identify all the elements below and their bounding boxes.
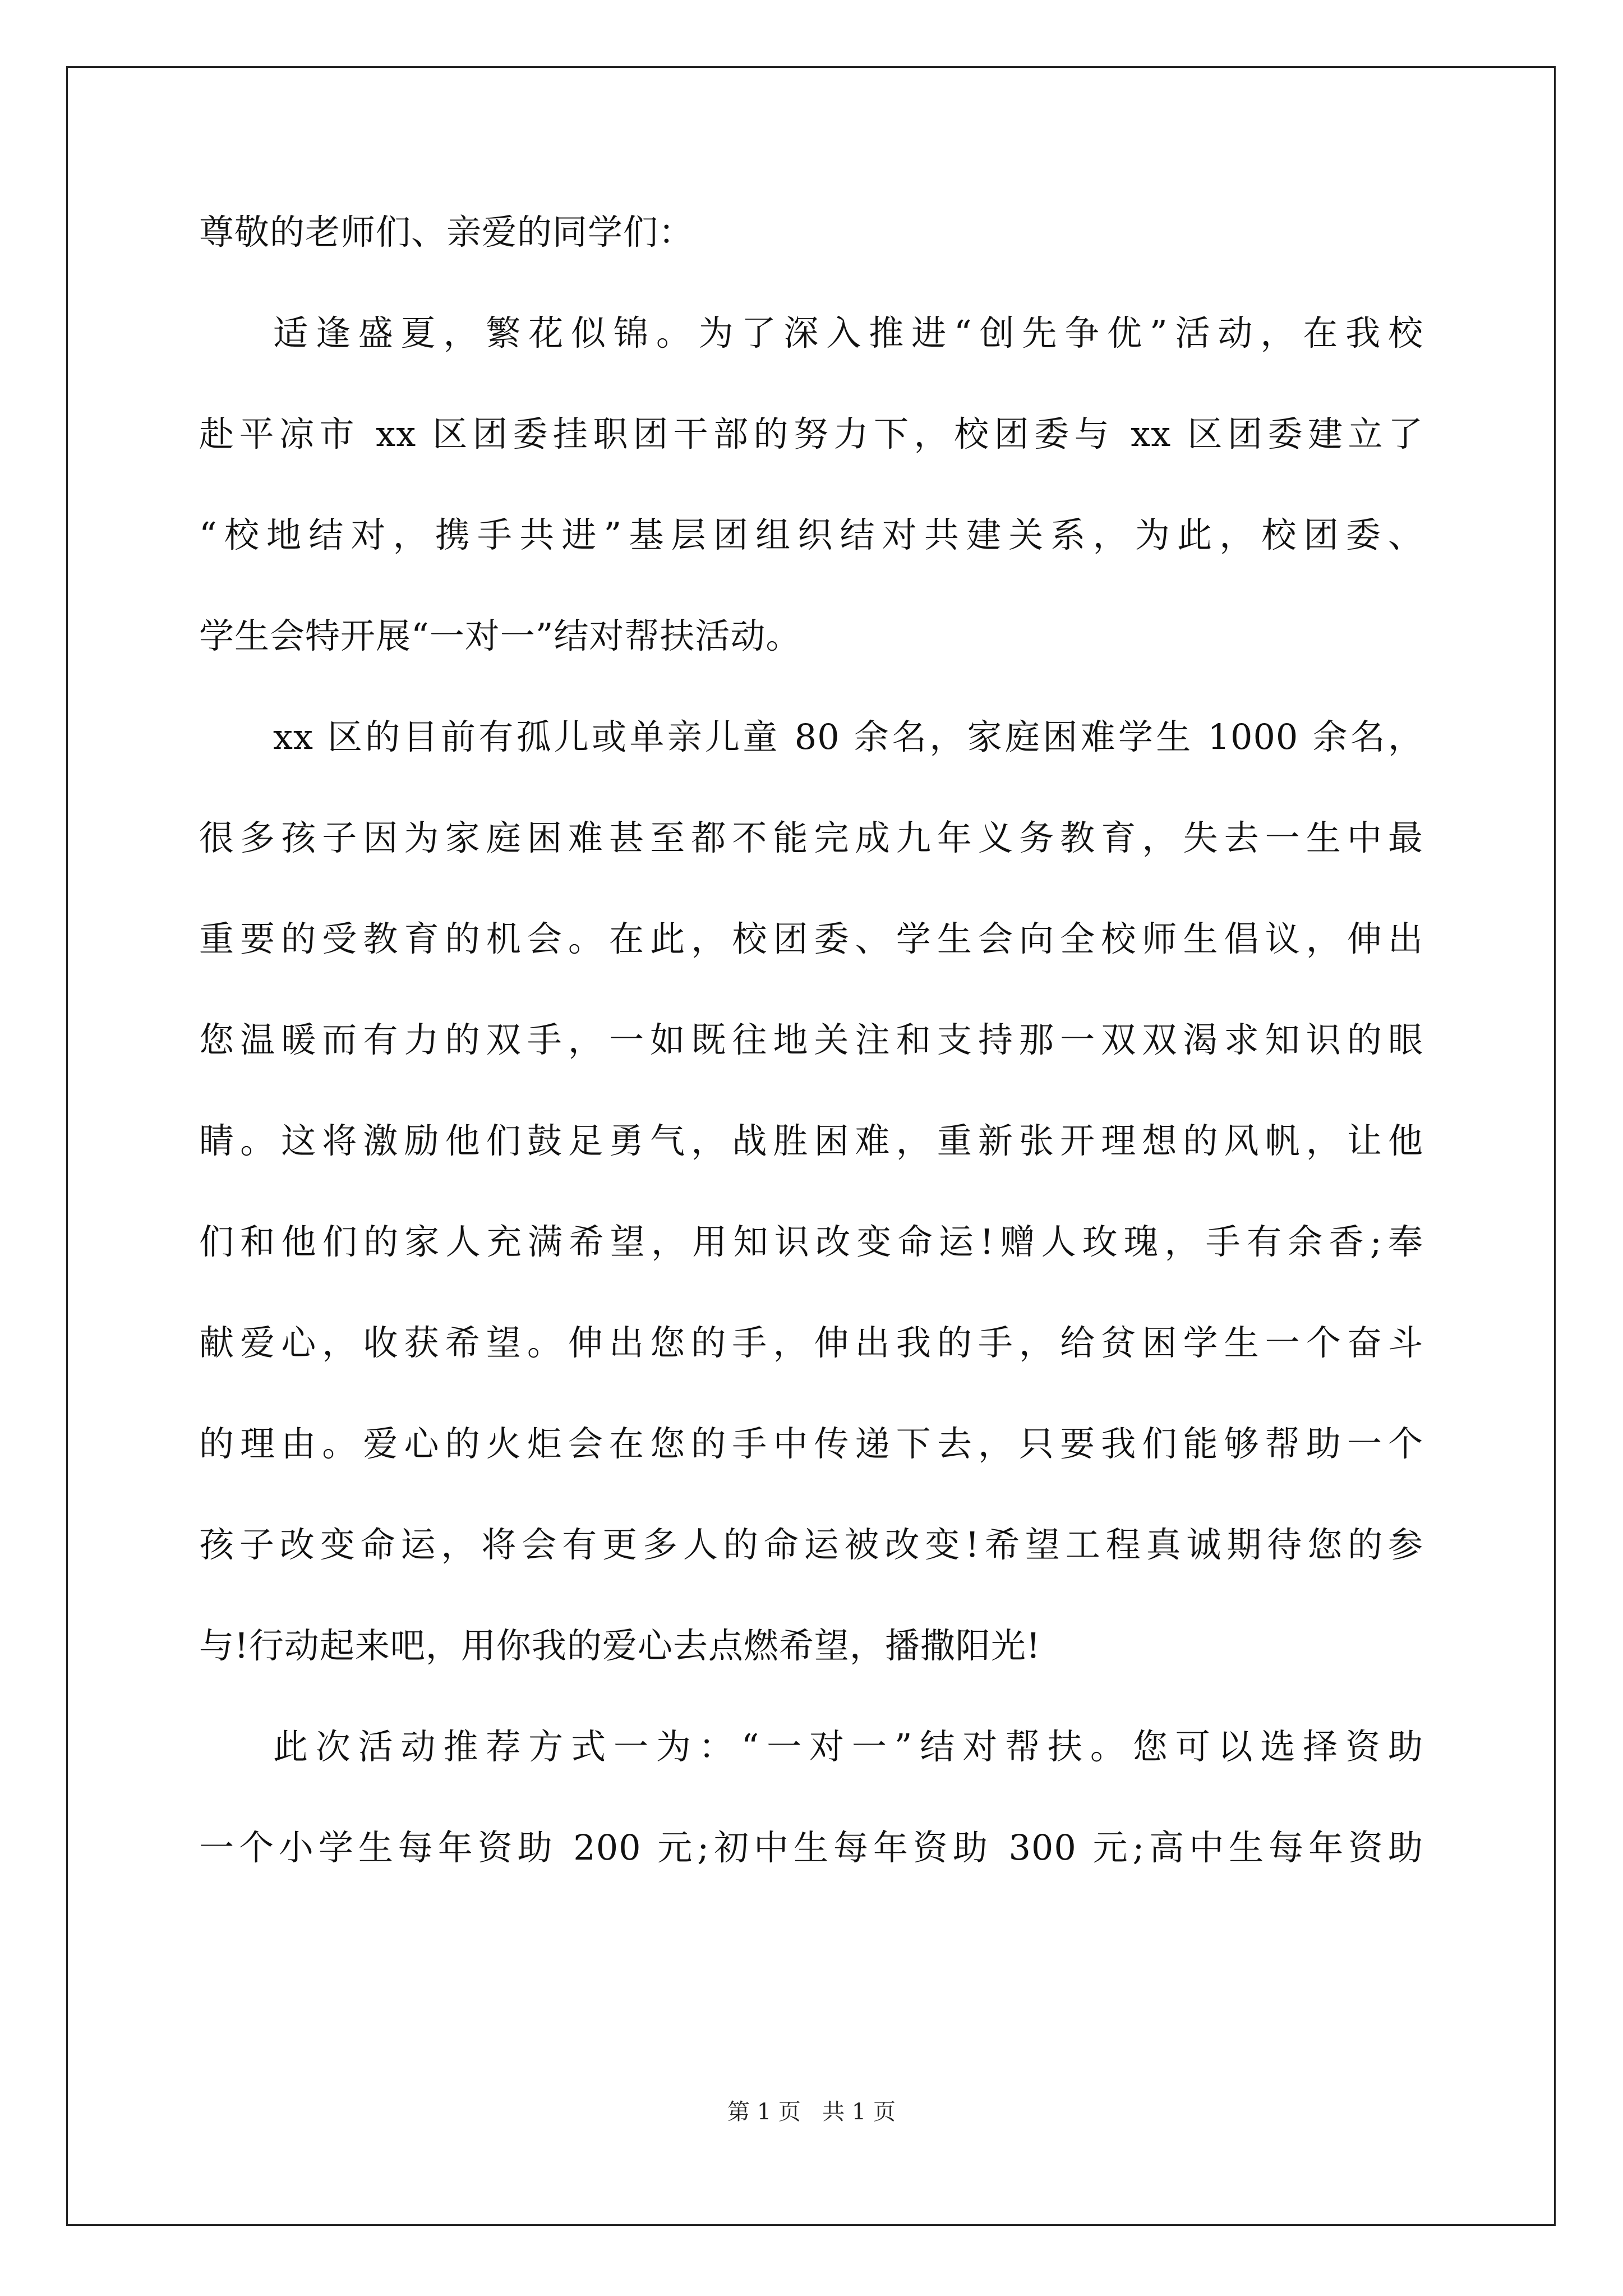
page-number-footer: 第 1 页 共 1 页 xyxy=(727,2099,896,2125)
paragraph-3-line-2: 一个小学生每年资助 200 元;初中生每年资助 300 元;高中生每年资助 xyxy=(199,1827,1423,1868)
paragraph-2-line-2: 很多孩子因为家庭困难甚至都不能完成九年义务教育，失去一生中最 xyxy=(199,817,1423,858)
paragraph-2-line-1: xx 区的目前有孤儿或单亲儿童 80 余名，家庭困难学生 1000 余名， xyxy=(273,716,1423,757)
paragraph-2-line-6: 们和他们的家人充满希望，用知识改变命运!赠人玫瑰，手有余香;奉 xyxy=(199,1221,1423,1262)
paragraph-3-line-1: 此次活动推荐方式一为：“一对一”结对帮扶。您可以选择资助 xyxy=(273,1726,1423,1767)
paragraph-2-line-5: 睛。这将激励他们鼓足勇气，战胜困难，重新张开理想的风帆，让他 xyxy=(199,1120,1423,1161)
paragraph-2-line-9: 孩子改变命运，将会有更多人的命运被改变!希望工程真诚期待您的参 xyxy=(199,1524,1423,1565)
paragraph-1-line-4: 学生会特开展“一对一”结对帮扶活动。 xyxy=(199,615,801,656)
paragraph-2-line-4: 您温暖而有力的双手，一如既往地关注和支持那一双双渴求知识的眼 xyxy=(199,1019,1423,1060)
paragraph-2-line-3: 重要的受教育的机会。在此，校团委、学生会向全校师生倡议，伸出 xyxy=(199,918,1423,959)
paragraph-1-line-1: 适逢盛夏，繁花似锦。为了深入推进“创先争优”活动，在我校 xyxy=(273,312,1423,353)
paragraph-2-line-8: 的理由。爱心的火炬会在您的手中传递下去，只要我们能够帮助一个 xyxy=(199,1423,1423,1464)
paragraph-1-line-3: “校地结对，携手共进”基层团组织结对共建关系，为此，校团委、 xyxy=(199,514,1423,555)
paragraph-2-line-7: 献爱心，收获希望。伸出您的手，伸出我的手，给贫困学生一个奋斗 xyxy=(199,1322,1423,1363)
paragraph-1-line-2: 赴平凉市 xx 区团委挂职团干部的努力下，校团委与 xx 区团委建立了 xyxy=(199,413,1423,454)
salutation-line: 尊敬的老师们、亲爱的同学们： xyxy=(199,211,694,252)
paragraph-2-line-10: 与!行动起来吧，用你我的爱心去点燃希望，播撒阳光! xyxy=(199,1625,1041,1666)
